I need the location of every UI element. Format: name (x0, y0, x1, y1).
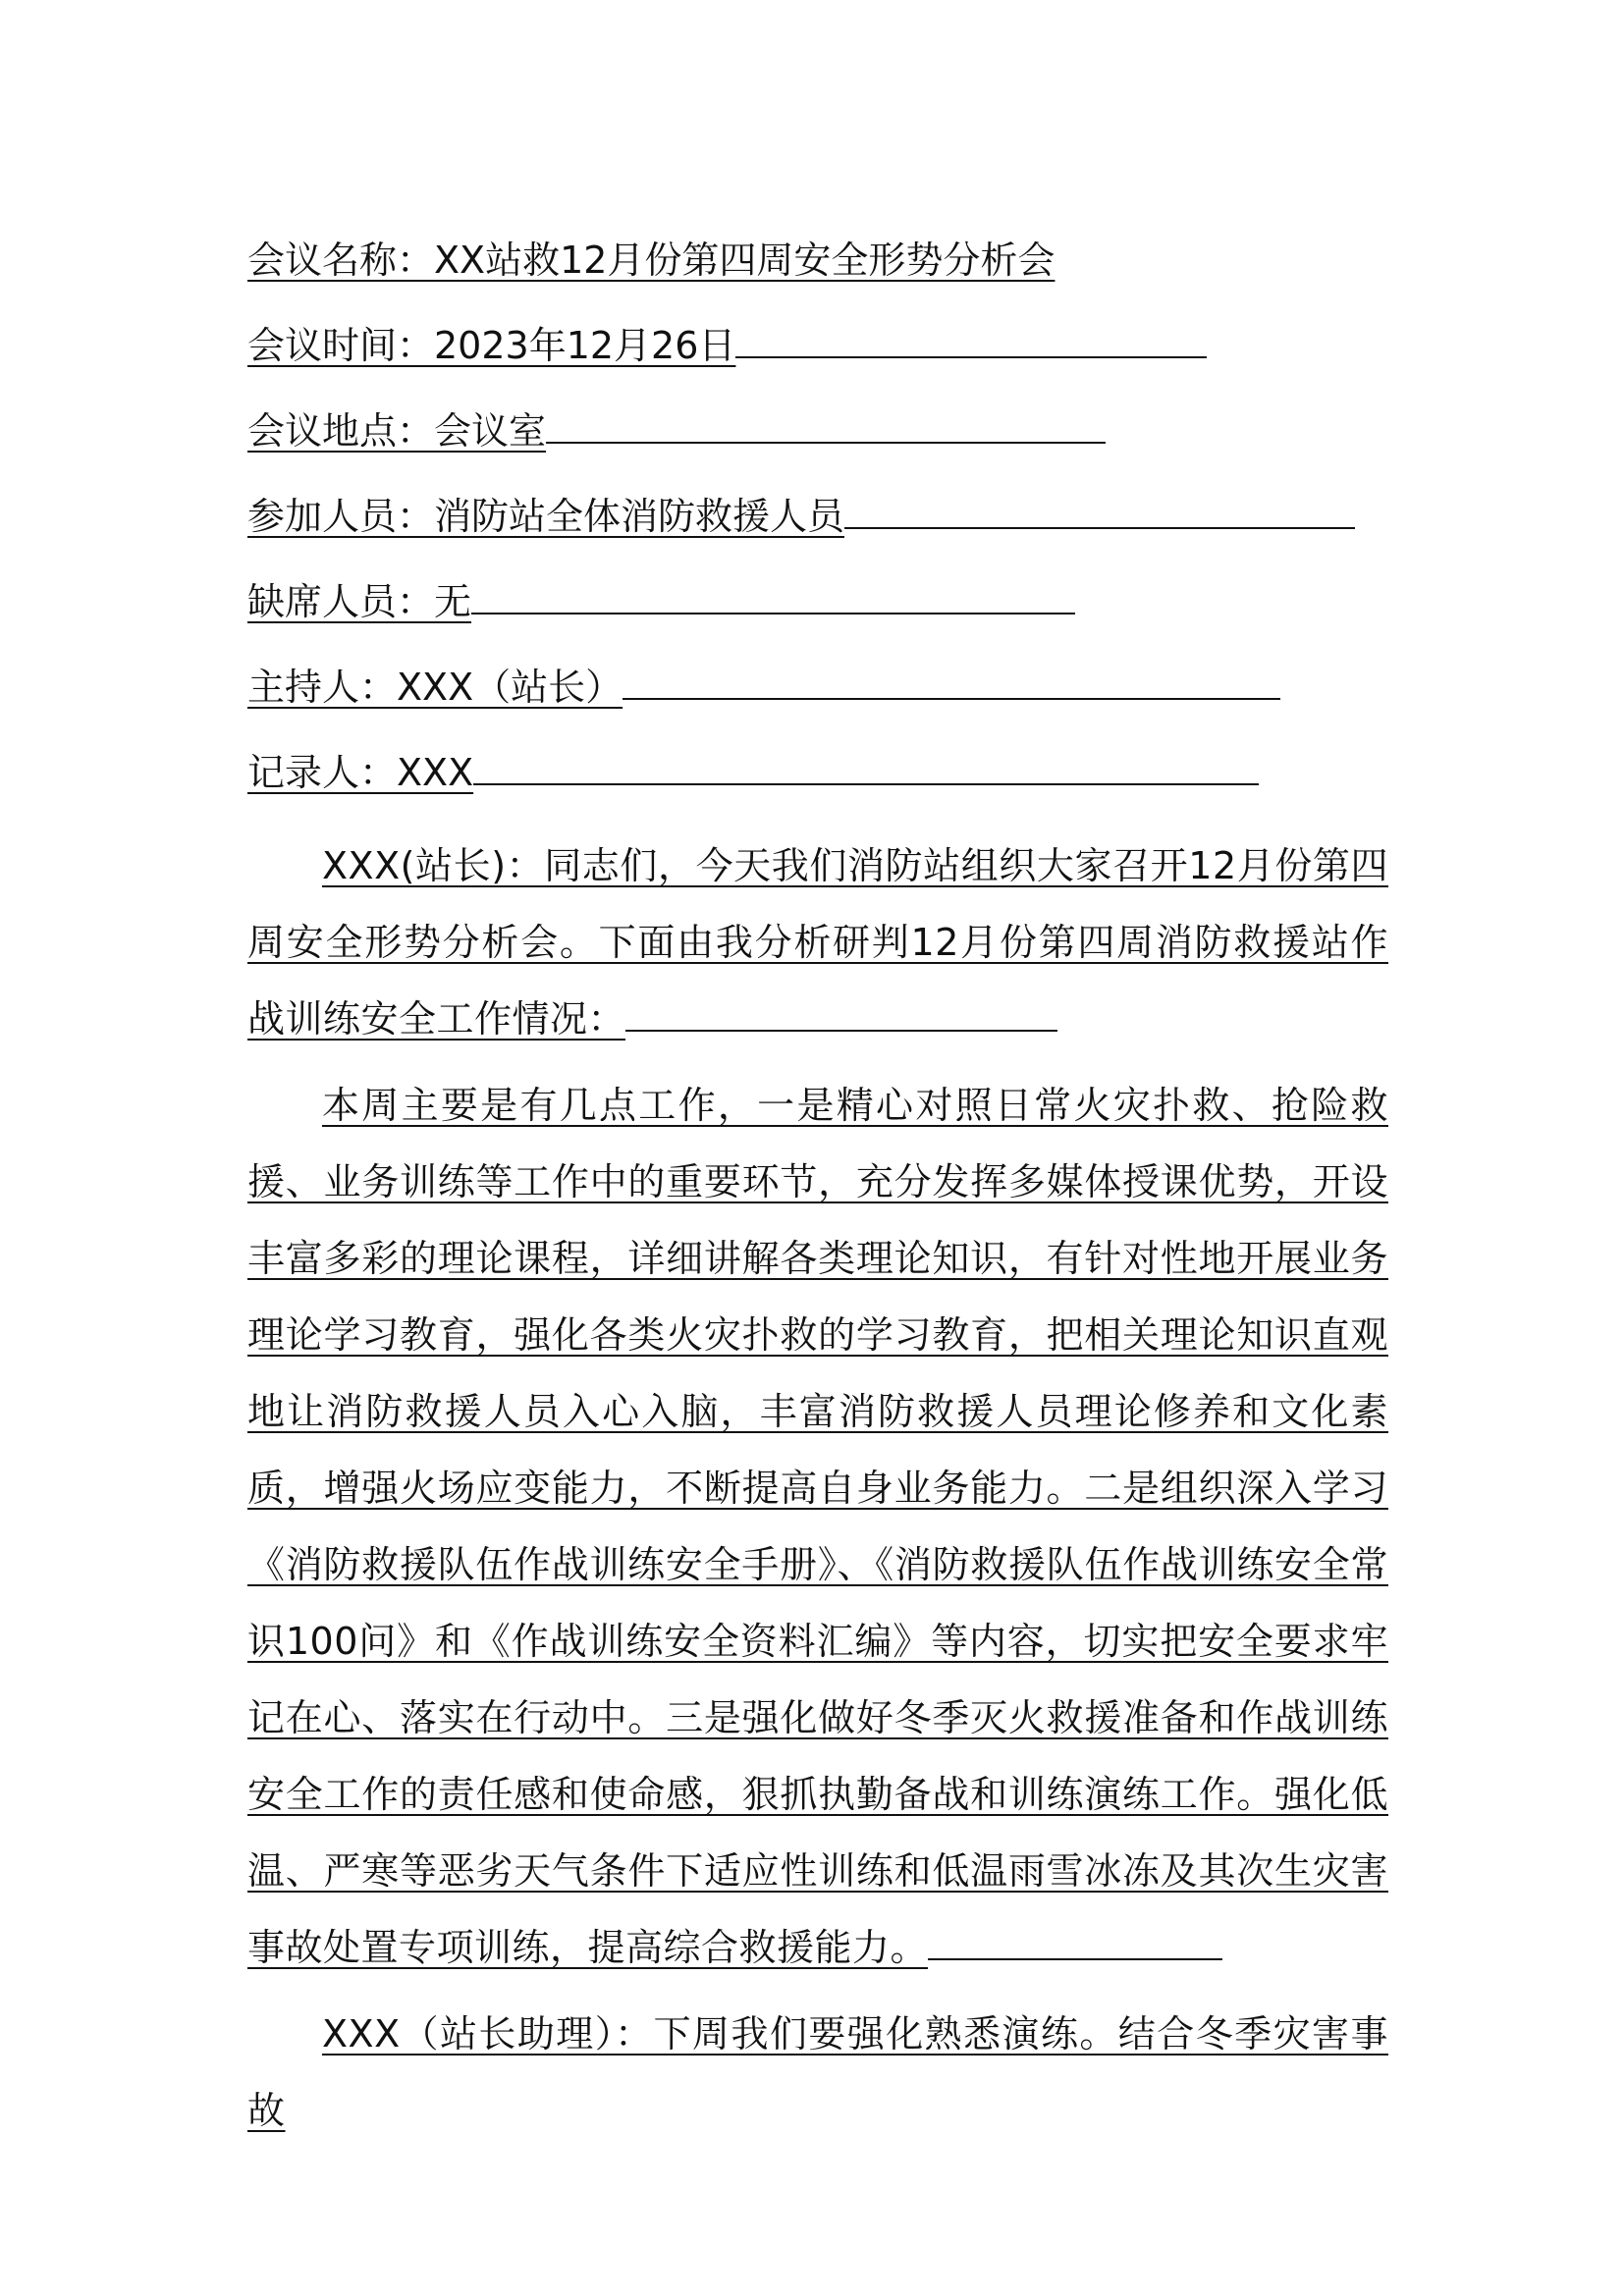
paragraph-2-text: 本周主要是有几点工作，一是精心对照日常火灾扑救、抢险救援、业务训练等工作中的重要环节，充分发挥多媒体授课优势，开设丰富多彩的理论课程，详细讲解各类理论知识，有针对性地开展业务理论学习教育，强化各类火灾扑救的学习教育，把相关理论知识直观地让消防救援人员入心入脑，丰富消防救援人员理论修养和文化素质，增强火场应变能力，不断提高自身业务能力。二是组织深入学习《消防救援队伍作战训练安全手册》、《消防救援队伍作战训练安全常识100问》和《作战训练安全资料汇编》等内容，切实把安全要求牢记在心、落实在行动中。三是强化做好冬季灭火救援准备和作战训练安全工作的责任感和使命感，狠抓执勤备战和训练演练工作。强化低温、严寒等恶劣天气条件下适应性训练和低温雨雪冰冻及其次生灾害事故处置专项训练，提高综合救援能力。 (247, 1084, 1388, 1969)
fill-rule (735, 355, 1207, 358)
meeting-place: 会议地点：会议室 (247, 409, 547, 453)
meeting-name: 会议名称：XX站救12月份第四周安全形势分析会 (247, 239, 1056, 282)
fill-rule (473, 782, 1259, 785)
host: 主持人：XXX（站长） (247, 666, 623, 709)
paragraph-1 (247, 828, 1388, 1057)
paragraph-1-text: XXX(站长)：同志们，今天我们消防站组织大家召开12月份第四周安全形势分析会。下面由我分析研判12月份第四周消防救援站作战训练安全工作情况： (247, 844, 1388, 1041)
paragraph-3 (247, 1996, 1388, 2149)
meeting-time: 会议时间：2023年12月26日 (247, 324, 736, 367)
fill-rule (623, 697, 1280, 700)
fill-rule (625, 1030, 1057, 1032)
fill-rule (844, 526, 1355, 529)
fill-rule (928, 1958, 1222, 1960)
paragraph-2 (247, 1067, 1388, 1986)
paragraph-3-text: XXX（站长助理）：下周我们要强化熟悉演练。结合冬季灾害事故 (247, 2012, 1388, 2132)
recorder: 记录人：XXX (247, 751, 474, 794)
meeting-place-line (247, 397, 1388, 482)
meeting-name-line (247, 226, 1388, 311)
fill-rule (546, 441, 1106, 444)
recorder-line (247, 738, 1388, 824)
attendees: 参加人员：消防站全体消防救援人员 (247, 495, 845, 538)
absent: 缺席人员：无 (247, 580, 472, 623)
meeting-time-line (247, 311, 1388, 397)
document-page (247, 226, 1388, 2149)
attendees-line (247, 482, 1388, 567)
host-line (247, 653, 1388, 738)
absent-line (247, 567, 1388, 653)
fill-rule (471, 612, 1075, 614)
